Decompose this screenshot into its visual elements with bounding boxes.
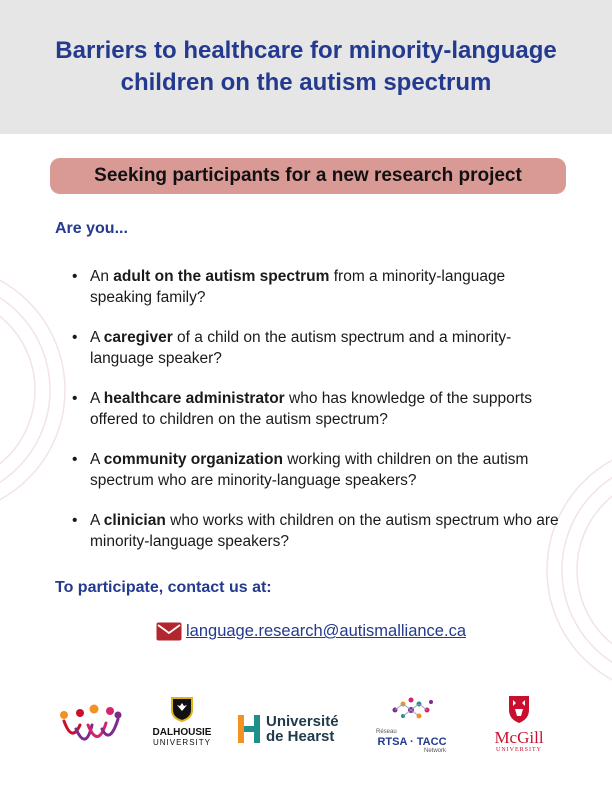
list-item: • An adult on the autism spectrum from a minority-language speaking family? [72,268,506,306]
page-title: Barriers to healthcare for minority-language children on the autism spectrum [55,37,557,96]
hearst-logo: Université de Hearst [238,714,358,744]
recruitment-banner [50,158,566,194]
autism-alliance-logo [58,695,124,755]
dalhousie-logo: DALHOUSIE UNIVERSITY [140,696,224,748]
contact-heading: To participate, contact us at: [55,579,272,596]
mcgill-logo: McGill UNIVERSITY [484,694,554,754]
partner-logos [0,690,612,760]
eligibility-list [70,266,560,571]
list-item: • A clinician who works with children on the autism spectrum who are minority-language speakers? [72,512,559,550]
mcgill-crest-icon [507,694,531,724]
bullet-dot-icon: • [72,512,78,529]
header-band [0,0,612,134]
dalhousie-shield-icon [170,696,194,722]
bullet-dot-icon: • [72,390,78,407]
bullet-dot-icon: • [72,268,78,285]
list-item: • A healthcare administrator who has knowledge of the supports offered to children on the autism spectrum? [72,390,532,428]
email-link[interactable]: language.research@autismalliance.ca [186,622,466,640]
decorative-arcs-left [0,270,80,530]
email-row [156,622,466,641]
network-dots-icon [387,696,437,724]
envelope-icon [156,622,182,641]
list-item: • A caregiver of a child on the autism spectrum and a minority-language speaker? [72,329,512,367]
hearst-h-icon [238,715,260,743]
banner-text: Seeking participants for a new research project [94,165,522,186]
bullet-dot-icon: • [72,451,78,468]
intro-heading: Are you... [55,220,128,237]
list-item: • A community organization working with children on the autism spectrum who are minority-language speakers? [72,451,529,489]
bullet-dot-icon: • [72,329,78,346]
rtsa-tacc-logo: Réseau RTSA · TACC Network [372,696,452,755]
